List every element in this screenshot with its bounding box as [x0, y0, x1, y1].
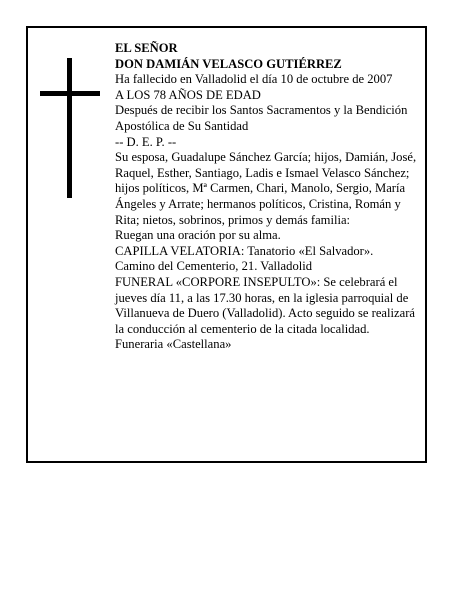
sacraments-statement: Después de recibir los Santos Sacramentos y la Bendición Apostólica de Su Santidad [115, 103, 408, 133]
cross-vertical-bar [67, 58, 72, 198]
cross-horizontal-bar [40, 91, 100, 96]
death-statement: Ha fallecido en Valladolid el día 10 de octubre de 2007 [115, 72, 393, 87]
prayer-request: Ruegan una oración por su alma. [115, 228, 281, 243]
family-list: Su esposa, Guadalupe Sánchez García; hijos, Damián, José, Raquel, Esther, Santiago, Ladis e Ismael Velasco Sánchez; hijos políticos, Mª Carmen, Chari, Manolo, Sergio, María Ángeles y Arrate; hermanos políticos, Cristina, Román y Rita; nietos, sobrinos, primos y demás familia: [115, 150, 417, 227]
age-statement: A LOS 78 AÑOS DE EDAD [115, 87, 261, 102]
rip-line: -- D. E. P. -- [115, 134, 177, 149]
funeral-details: FUNERAL «CORPORE INSEPULTO»: Se celebrará el jueves día 11, a las 17.30 horas, en la iglesia parroquial de Villanueva de Duero (Valladolid). Acto seguido se realizará la conducción al cementerio de la citada localidad. [115, 274, 415, 336]
chapel-line-2: Camino del Cementerio, 21. Valladolid [115, 259, 313, 274]
cross-icon [40, 58, 104, 198]
chapel-line-1: CAPILLA VELATORIA: Tanatorio «El Salvador». [115, 243, 374, 258]
deceased-name: DON DAMIÁN VELASCO GUTIÉRREZ [115, 56, 342, 71]
obituary-notice [26, 26, 427, 463]
notice-text [115, 41, 423, 353]
funeral-home: Funeraria «Castellana» [115, 337, 232, 352]
title-line-1: EL SEÑOR [115, 41, 178, 55]
